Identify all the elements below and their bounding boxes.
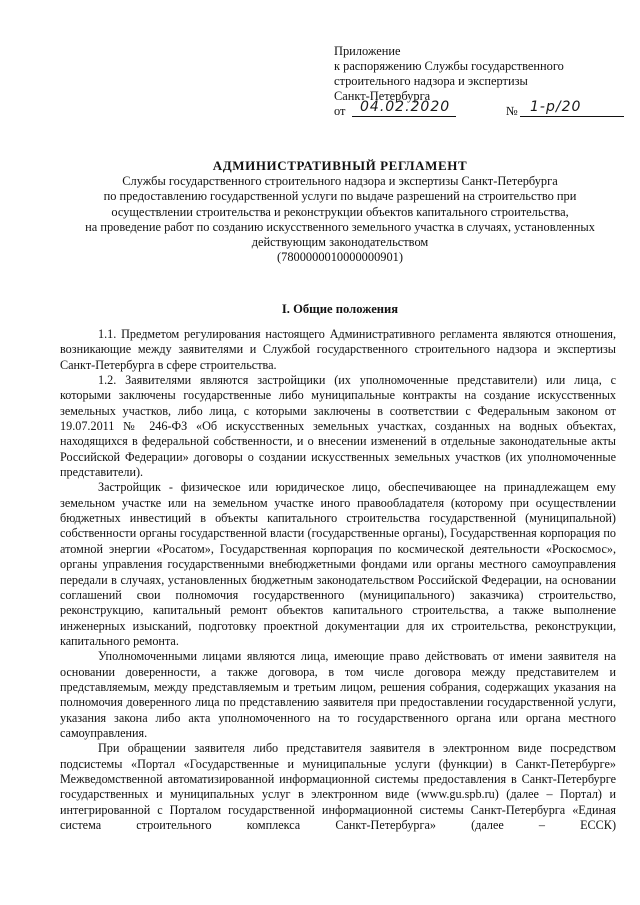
document-body	[60, 327, 616, 833]
section-heading: I. Общие положения	[281, 302, 399, 316]
appendix-line: Санкт-Петербурга	[334, 89, 431, 103]
title-line: осуществлении строительства и реконструкции объектов капитального строительства,	[111, 204, 569, 219]
paragraph: 1.2. Заявителями являются застройщики (их уполномоченные представители) или лица, с которыми заключены государственные либо муниципальные контракты на создание искусственных земельных участков, либо лица, с которыми заключены в соответствии с Федеральным законом от 19.07.2011 № 246-ФЗ «Об искусственных земельных участках, созданных на водных объектах, находящихся в федеральной собственности, и о внесении изменений в отдельные законодательные акты Российской Федерации» договоры о создании искусственных земельных участков (их уполномоченные представители).	[60, 373, 616, 480]
number-underline	[520, 116, 624, 117]
paragraph: 1.1. Предметом регулирования настоящего Административного регламента являются отношения, возникающие между заявителями и Службой государственного строительного надзора и экспертизы Санкт-Петербурга в сфере строительства.	[60, 327, 616, 372]
title-line: по предоставлению государственной услуги по выдаче разрешений на строительство при	[103, 189, 577, 204]
regulation-title-block	[60, 158, 620, 265]
paragraph: При обращении заявителя либо представителя заявителя в электронном виде посредством подсистемы «Портал «Государственные и муниципальные услуги (функции) в Санкт-Петербурге» Межведомственной автоматизированной информационной системы предоставления в Санкт-Петербурге государственных и муниципальных услуг в электронном виде (www.gu.spb.ru) (далее – Портал) и интегрированной с Порталом государственной информационной системы Санкт-Петербурга «Единая система строительного комплекса Санкт-Петербурга» (далее – ЕССК)	[60, 741, 616, 832]
date-handwritten: 04.02.2020	[360, 99, 451, 115]
title-line: на проведение работ по созданию искусственного земельного участка в случаях, установленных	[85, 219, 595, 234]
number-label: №	[506, 104, 518, 118]
title-line: Службы государственного строительного надзора и экспертизы Санкт-Петербурга	[122, 174, 558, 189]
date-underline	[352, 116, 456, 117]
paragraph: Застройщик - физическое или юридическое лицо, обеспечивающее на принадлежащем ему земельном участке или на земельном участке иного правообладателя (которому при осуществлении бюджетных инвестиций в объекты капитального строительства государственной (муниципальной) собственности органы государственной власти (государственные органы), Государственная корпорация по атомной энергии «Росатом», Государственная корпорация по космической деятельности «Роскосмос», органы управления государственными внебюджетными фондами или органы местного самоуправления передали в случаях, установленных бюджетным законодательством Российской Федерации, на основании соглашений свои полномочия государственного (муниципального) заказчика) строительство, реконструкцию, капитальный ремонт объектов капитального строительства, а также выполнение инженерных изысканий, подготовку проектной документации для их строительства, реконструкции, капитального ремонта.	[60, 480, 616, 648]
date-label: от	[334, 104, 346, 118]
appendix-line: строительного надзора и экспертизы	[334, 74, 528, 88]
paragraph: Уполномоченными лицами являются лица, имеющие право действовать от имени заявителя на основании доверенности, а также договора, в том числе договора между представителем и представляемым, между представляемым и третьим лицом, решения собрания, содержащих указания на полномочия доверенного лица по представлению заявителя при предоставлении государственной услуги, указания закона либо акта уполномоченного на то государственного органа или органа местного самоуправления.	[60, 649, 616, 740]
number-handwritten: 1-р/20	[530, 99, 582, 115]
appendix-line: Приложение	[334, 44, 401, 58]
regulation-title: АДМИНИСТРАТИВНЫЙ РЕГЛАМЕНТ	[212, 158, 468, 173]
date-number-row	[334, 99, 624, 120]
appendix-block	[334, 44, 624, 120]
title-line: действующим законодательством	[251, 235, 429, 250]
appendix-line: к распоряжению Службы государственного	[334, 59, 564, 73]
title-line: (7800000010000000901)	[277, 250, 403, 265]
